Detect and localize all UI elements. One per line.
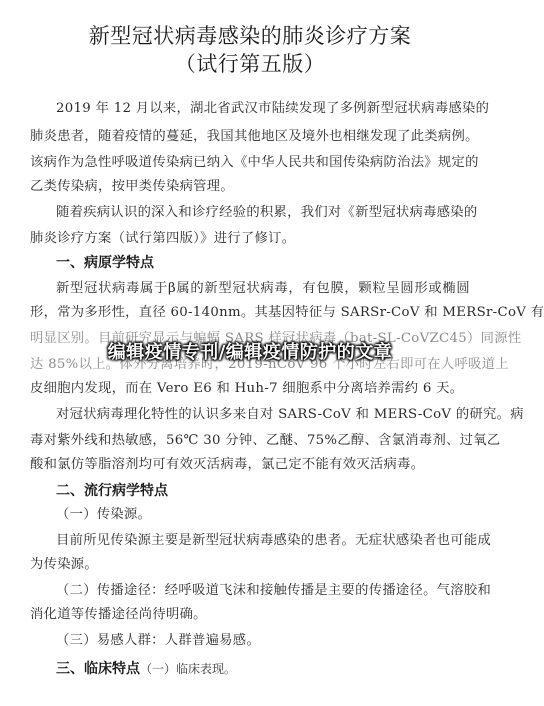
section2-line: 目前所见传染源主要是新型冠状病毒感染的患者。无症状感染者也可能成 <box>56 533 492 548</box>
section2-line: 为传染源。 <box>30 557 98 572</box>
section1-line: 皮细胞内发现，而在 Vero E6 和 Huh-7 细胞系中分离培养需约 6 天。 <box>30 381 464 396</box>
section1-line: 对冠状病毒理化特性的认识多来自对 SARS-CoV 和 MERS-CoV 的研究。病 <box>56 407 524 422</box>
section-heading-clinical <box>56 660 236 678</box>
section1-line: 明显区别。目前研究显示与蝙蝠 SARS 样冠状病毒（bat-SL-CoVZC45）同源性 <box>30 331 522 346</box>
section1-line: 达 85%以上。体外分离培养时，2019-nCoV 96 个小时左右即可在人呼吸道上 <box>30 357 509 372</box>
section3-heading-text: 三、临床特点 <box>56 661 140 677</box>
intro-line: 肺炎患者，随着疫情的蔓延，我国其他地区及境外也相继发现了此类病例。 <box>30 129 479 144</box>
section1-line: 形，常为多形性，直径 60-140nm。其基因特征与 SARSr-CoV 和 MERSr-CoV 有 <box>30 305 544 320</box>
section2-line: （二）传播途径：经呼吸道飞沫和接触传播是主要的传播途径。气溶胶和 <box>56 583 492 598</box>
intro-line: 该病作为急性呼吸道传染病已纳入《中华人民共和国传染病防治法》规定的 <box>30 155 479 170</box>
section-heading-pathogen: 一、病原学特点 <box>56 255 154 271</box>
section2-line: （一）传染源。 <box>56 507 152 522</box>
article-overlay-link[interactable]: 编辑疫情专刊/编辑疫情防护的文章 <box>107 342 393 363</box>
intro-line: 随着疾病认识的深入和诊疗经验的积累，我们对《新型冠状病毒感染的 <box>56 205 478 220</box>
document-title: 新型冠状病毒感染的肺炎诊疗方案 <box>88 24 412 48</box>
intro-line: 2019 年 12 月以来，湖北省武汉市陆续发现了多例新型冠状病毒感染的 <box>56 101 490 116</box>
intro-line: 肺炎诊疗方案（试行第四版）》进行了修订。 <box>30 231 296 246</box>
section1-line: 新型冠状病毒属于β属的新型冠状病毒，有包膜，颗粒呈圆形或椭圆 <box>56 281 470 296</box>
document-subtitle: （试行第五版） <box>174 52 326 76</box>
section1-line: 酸和氯仿等脂溶剂均可有效灭活病毒，氯己定不能有效灭活病毒。 <box>30 457 425 472</box>
intro-line: 乙类传染病，按甲类传染病管理。 <box>30 179 234 194</box>
section2-line: 消化道等传播途径尚待明确。 <box>30 607 207 622</box>
section3-suffix: （一）临床表现。 <box>140 662 237 676</box>
section2-line: （三）易感人群：人群普遍易感。 <box>56 633 260 648</box>
section1-line: 毒对紫外线和热敏感，56℃ 30 分钟、乙醚、75%乙醇、含氯消毒剂、过氧乙 <box>30 433 501 448</box>
section-heading-epidemiology: 二、流行病学特点 <box>56 483 168 499</box>
